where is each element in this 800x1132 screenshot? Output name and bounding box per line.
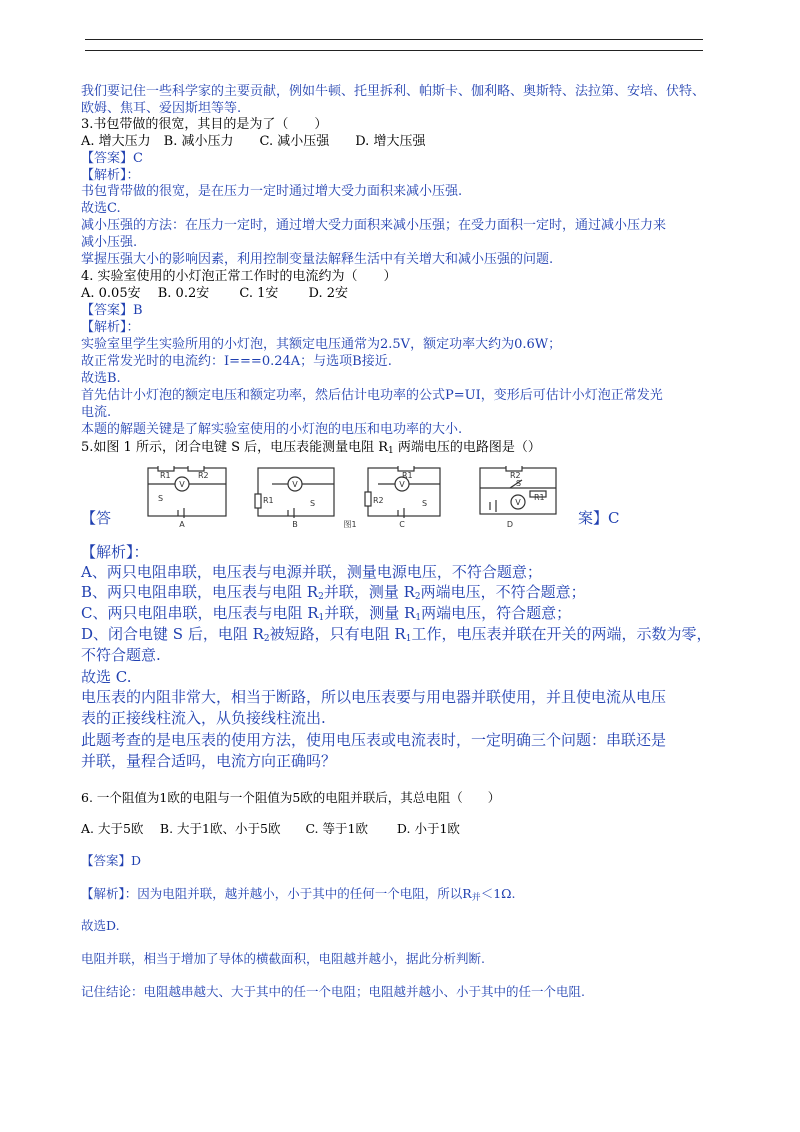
- q5-answer-right: 案】C: [578, 509, 620, 527]
- q4-analysis-6: 本题的解题关键是了解实验室使用的小灯泡的电压和电功率的大小.: [81, 422, 463, 437]
- q6-analysis-3: 电阻并联，相当于增加了导体的横截面积，电阻越并越小，据此分析判断.: [81, 951, 485, 966]
- voltmeter-a: V: [179, 480, 185, 489]
- r1-b: R1: [263, 496, 274, 505]
- q3-analysis-5: 掌握压强大小的影响因素，利用控制变量法解释生活中有关增大和减小压强的问题.: [81, 252, 554, 267]
- q4-analysis-1: 实验室里学生实验所用的小灯泡，其额定电压通常为2.5V，额定功率大约为0.6W；: [81, 337, 562, 352]
- q5-d-part-b: 被短路，只有电阻 R: [269, 625, 406, 643]
- switch-a: S: [158, 494, 164, 503]
- q3-answer: 【答案】C: [81, 151, 143, 166]
- switch-d: S: [516, 479, 522, 488]
- q5-b-sub-2: 2: [414, 592, 421, 602]
- q4-analysis-5: 电流.: [81, 405, 112, 420]
- q6-analysis-4: 记住结论：电阻越串越大、大于其中的任一个电阻；电阻越并越小、小于其中的任一个电阻.: [81, 984, 585, 999]
- voltmeter-b: V: [292, 480, 298, 489]
- q3-analysis-3: 减小压强的方法：在压力一定时，通过增大受力面积来减小压强；在受力面积一定时，通过减小压力来: [81, 218, 667, 233]
- r1-c: R1: [402, 471, 413, 480]
- header-rule-bottom: [85, 50, 703, 51]
- q5-explain-3: 此题考查的是电压表的使用方法，使用电压表或电流表时，一定明确三个问题：串联还是: [81, 731, 667, 749]
- q5-stem-sub: 1: [388, 446, 394, 456]
- q5-analysis-label: 【解析】：: [81, 543, 149, 561]
- q5-analysis-d2: 不符合题意.: [81, 646, 161, 664]
- voltmeter-d: V: [515, 498, 521, 507]
- q5-d-part-c: 工作，电压表并联在开关的两端，示数为零，: [411, 625, 712, 643]
- r1-d: R1: [534, 493, 545, 502]
- q5-c-sub-1: 1: [318, 613, 325, 623]
- q5-explain-1: 电压表的内阻非常大，相当于断路，所以电压表要与用电器并联使用，并且使电流从电压: [81, 688, 667, 706]
- q4-stem: 4. 实验室使用的小灯泡正常工作时的电流约为（ ）: [81, 269, 397, 284]
- circuit-figure: [140, 466, 560, 528]
- q4-options: A. 0.05安 B. 0.2安 C. 1安 D. 2安: [81, 286, 349, 301]
- switch-c: S: [422, 499, 428, 508]
- q5-b-sub-1: 2: [318, 592, 324, 602]
- intro-line-2: 欧姆、焦耳、爱因斯坦等等.: [81, 101, 242, 116]
- q6-stem: 6. 一个阻值为1欧的电阻与一个阻值为5欧的电阻并联后，其总电阻（ ）: [81, 790, 501, 805]
- switch-b: S: [310, 499, 316, 508]
- voltmeter-c: V: [399, 480, 405, 489]
- q5-c-part-a: C、两只电阻串联，电压表与电阻 R: [81, 604, 319, 622]
- r2-a: R2: [198, 471, 209, 480]
- q5-c-part-c: 两端电压，符合题意；: [421, 604, 572, 622]
- q6-analysis-part-b: ＜1Ω.: [480, 886, 516, 901]
- q5-b-part-a: B、两只电阻串联，电压表与电阻 R: [81, 583, 319, 601]
- r2-d: R2: [510, 471, 521, 480]
- q5-analysis-a: A、两只电阻串联，电压表与电源并联，测量电源电压，不符合题意；: [81, 563, 542, 581]
- q4-analysis-2: 故正常发光时的电流约：I===0.24A；与选项B接近.: [81, 354, 392, 369]
- circuit-b: [255, 468, 334, 518]
- r1-a: R1: [160, 471, 171, 480]
- q3-stem: 3.书包带做的很宽，其目的是为了（ ）: [81, 117, 328, 132]
- q5-stem-part-a: 5.如图 1 所示，闭合电键 S 后，电压表能测量电阻 R: [81, 440, 389, 455]
- q3-analysis-4: 减小压强.: [81, 235, 138, 250]
- q5-answer-left: 【答: [81, 509, 112, 527]
- q3-analysis-label: 【解析】：: [81, 168, 140, 183]
- q3-analysis-2: 故选C.: [81, 201, 121, 216]
- q5-d-sub-1: 2: [263, 634, 270, 644]
- q5-b-part-c: 两端电压，不符合题意；: [420, 583, 586, 601]
- q3-analysis-1: 书包背带做的很宽，是在压力一定时通过增大受力面积来减小压强.: [81, 184, 463, 199]
- label-c: C: [399, 520, 405, 528]
- q5-c-sub-2: 1: [415, 613, 422, 623]
- q5-stem-part-b: 两端电压的电路图是（）: [397, 440, 541, 455]
- q5-explain-2: 表的正接线柱流入，从负接线柱流出.: [81, 709, 326, 727]
- label-a: A: [179, 520, 185, 528]
- figure-caption: 图1: [343, 520, 357, 528]
- intro-line-1: 我们要记住一些科学家的主要贡献，例如牛顿、托里拆利、帕斯卡、伽利略、奥斯特、法拉第、安培、伏特、: [81, 84, 706, 99]
- q5-b-part-b: 并联，测量 R: [323, 583, 415, 601]
- header-rule-top: [85, 39, 703, 40]
- q6-analysis-1: [81, 886, 515, 906]
- q5-stem: [81, 440, 541, 459]
- q6-analysis-part-a: 【解析】：因为电阻并联，越并越小，小于其中的任何一个电阻，所以R: [81, 886, 472, 901]
- q5-explain-4: 并联，量程合适吗，电流方向正确吗？: [81, 752, 337, 770]
- q4-analysis-3: 故选B.: [81, 371, 121, 386]
- q5-analysis-d: [81, 625, 711, 649]
- r2-c: R2: [373, 496, 384, 505]
- q4-analysis-label: 【解析】：: [81, 320, 140, 335]
- q4-answer: 【答案】B: [81, 303, 143, 318]
- q6-options: A. 大于5欧 B. 大于1欧、小于5欧 C. 等于1欧 D. 小于1欧: [81, 821, 460, 836]
- q5-d-part-a: D、闭合电键 S 后，电阻 R: [81, 625, 264, 643]
- label-b: B: [292, 520, 298, 528]
- q4-analysis-4: 首先估计小灯泡的额定电压和额定功率，然后估计电功率的公式P=UI，变形后可估计小灯泡正常发光: [81, 388, 663, 403]
- q5-choose: 故选 C.: [81, 668, 132, 686]
- q6-analysis-2: 故选D.: [81, 918, 120, 933]
- label-d: D: [506, 520, 514, 528]
- q3-options: A. 增大压力 B. 减小压力 C. 减小压强 D. 增大压强: [81, 134, 426, 149]
- q6-analysis-sub: 并: [471, 893, 481, 903]
- q6-answer: 【答案】D: [81, 853, 142, 868]
- q5-c-part-b: 并联，测量 R: [324, 604, 416, 622]
- q5-d-sub-2: 1: [405, 634, 412, 644]
